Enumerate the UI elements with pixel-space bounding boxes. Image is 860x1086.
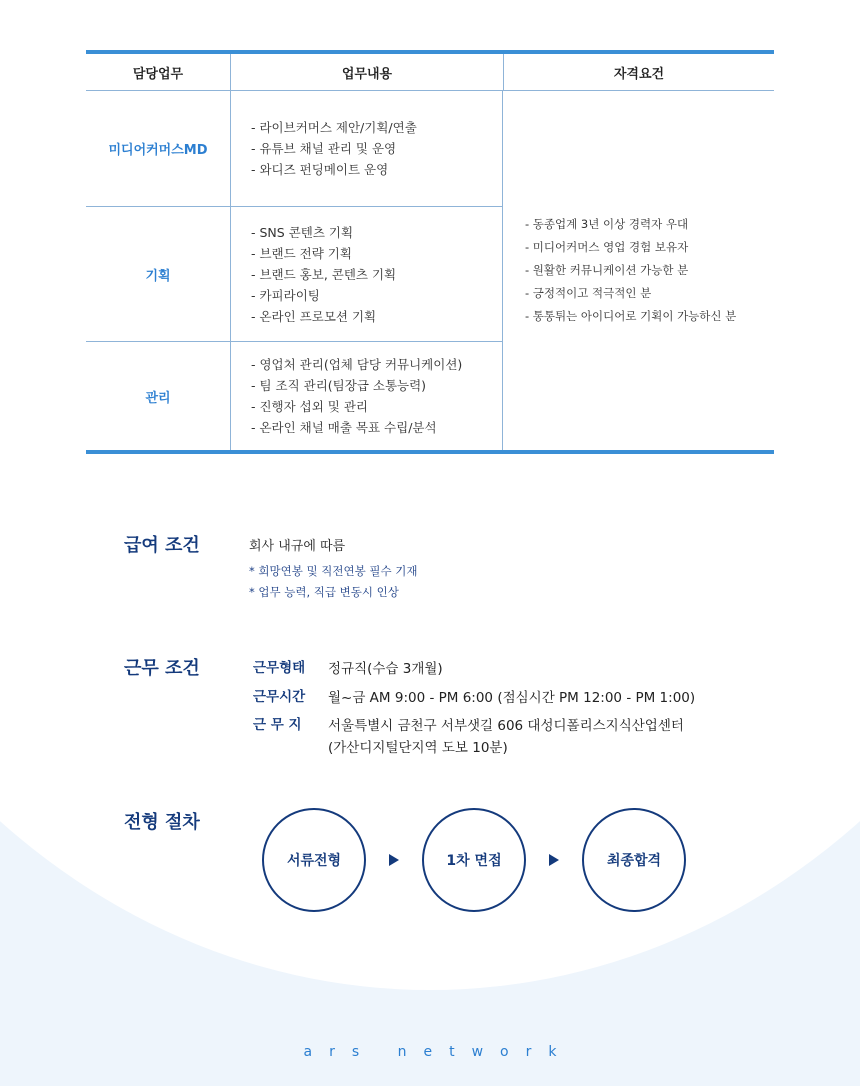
duty-item: - 팀 조직 관리(팀장급 소통능력) (251, 378, 427, 393)
duty-item: - SNS 콘텐츠 기획 (251, 224, 354, 240)
table-bottom-border (86, 450, 774, 454)
table-row (86, 342, 503, 450)
requirement-item: - 긍정적이고 적극적인 분 (525, 286, 652, 300)
salary-note: * 업무 능력, 직급 변동시 인상 (249, 585, 399, 599)
step-first-interview: 1차 면접 (422, 808, 526, 912)
row-duties (231, 91, 503, 206)
work-time-value: 월~금 AM 9:00 - PM 6:00 (점심시간 PM 12:00 - PM 1:00) (328, 690, 696, 706)
duty-item: - 브랜드 전략 기획 (251, 245, 352, 261)
requirement-item: - 동종업계 3년 이상 경력자 우대 (525, 217, 689, 231)
work-title: 근무 조건 (124, 658, 200, 679)
salary-note: * 희망연봉 및 직전연봉 필수 기재 (249, 564, 418, 578)
work-place-value: 서울특별시 금천구 서부샛길 606 대성디폴리스지식산업센터 (328, 718, 684, 734)
row-duties (231, 342, 503, 450)
duty-item: - 온라인 채널 매출 목표 수립/분석 (251, 420, 437, 435)
duty-item: - 온라인 프로모션 기획 (251, 308, 377, 324)
arrow-right-icon (389, 854, 399, 866)
work-place-note: (가산디지털단지역 도보 10분) (328, 740, 508, 756)
table-header (86, 54, 774, 91)
duty-item: - 영업처 관리(업체 담당 커뮤니케이션) (251, 357, 463, 372)
header-content: 업무내용 (231, 54, 504, 90)
row-name: 기획 (86, 207, 231, 341)
requirements-cell (503, 91, 773, 450)
job-table (86, 50, 774, 454)
requirement-item: - 미디어커머스 영업 경험 보유자 (525, 240, 689, 254)
row-name: 관리 (86, 342, 231, 450)
work-time-label: 근무시간 (253, 689, 306, 705)
arrow-right-icon (549, 854, 559, 866)
duty-item: - 와디즈 펀딩메이트 운영 (251, 162, 389, 177)
work-type-value: 정규직(수습 3개월) (328, 661, 443, 677)
table-body (86, 91, 774, 450)
step-document-screening: 서류전형 (262, 808, 366, 912)
header-requirements: 자격요건 (613, 66, 665, 82)
salary-main: 회사 내규에 따름 (249, 539, 346, 554)
requirement-item: - 원활한 커뮤니케이션 가능한 분 (525, 263, 689, 277)
duty-item: - 카피라이팅 (251, 287, 320, 303)
table-row (86, 91, 503, 207)
requirement-item: - 통통튀는 아이디어로 기획이 가능하신 분 (525, 309, 737, 323)
footer-brand: ars network (303, 1044, 574, 1060)
salary-title: 급여 조건 (124, 535, 200, 556)
duty-item: - 유튜브 채널 관리 및 운영 (251, 141, 397, 156)
row-name: 미디어커머스MD (86, 91, 231, 206)
table-row (86, 207, 503, 342)
row-duties (231, 207, 503, 341)
header-duty: 담당업무 (86, 54, 231, 90)
table-rows (86, 91, 503, 450)
duty-item: - 진행자 섭외 및 관리 (251, 399, 369, 414)
duty-item: - 라이브커머스 제안/기획/연출 (251, 120, 417, 135)
duty-item: - 브랜드 홍보, 콘텐츠 기획 (251, 266, 397, 282)
work-type-label: 근무형태 (253, 660, 306, 676)
process-title: 전형 절차 (124, 812, 200, 833)
work-place-label: 근 무 지 (253, 717, 302, 733)
step-final-pass: 최종합격 (582, 808, 686, 912)
